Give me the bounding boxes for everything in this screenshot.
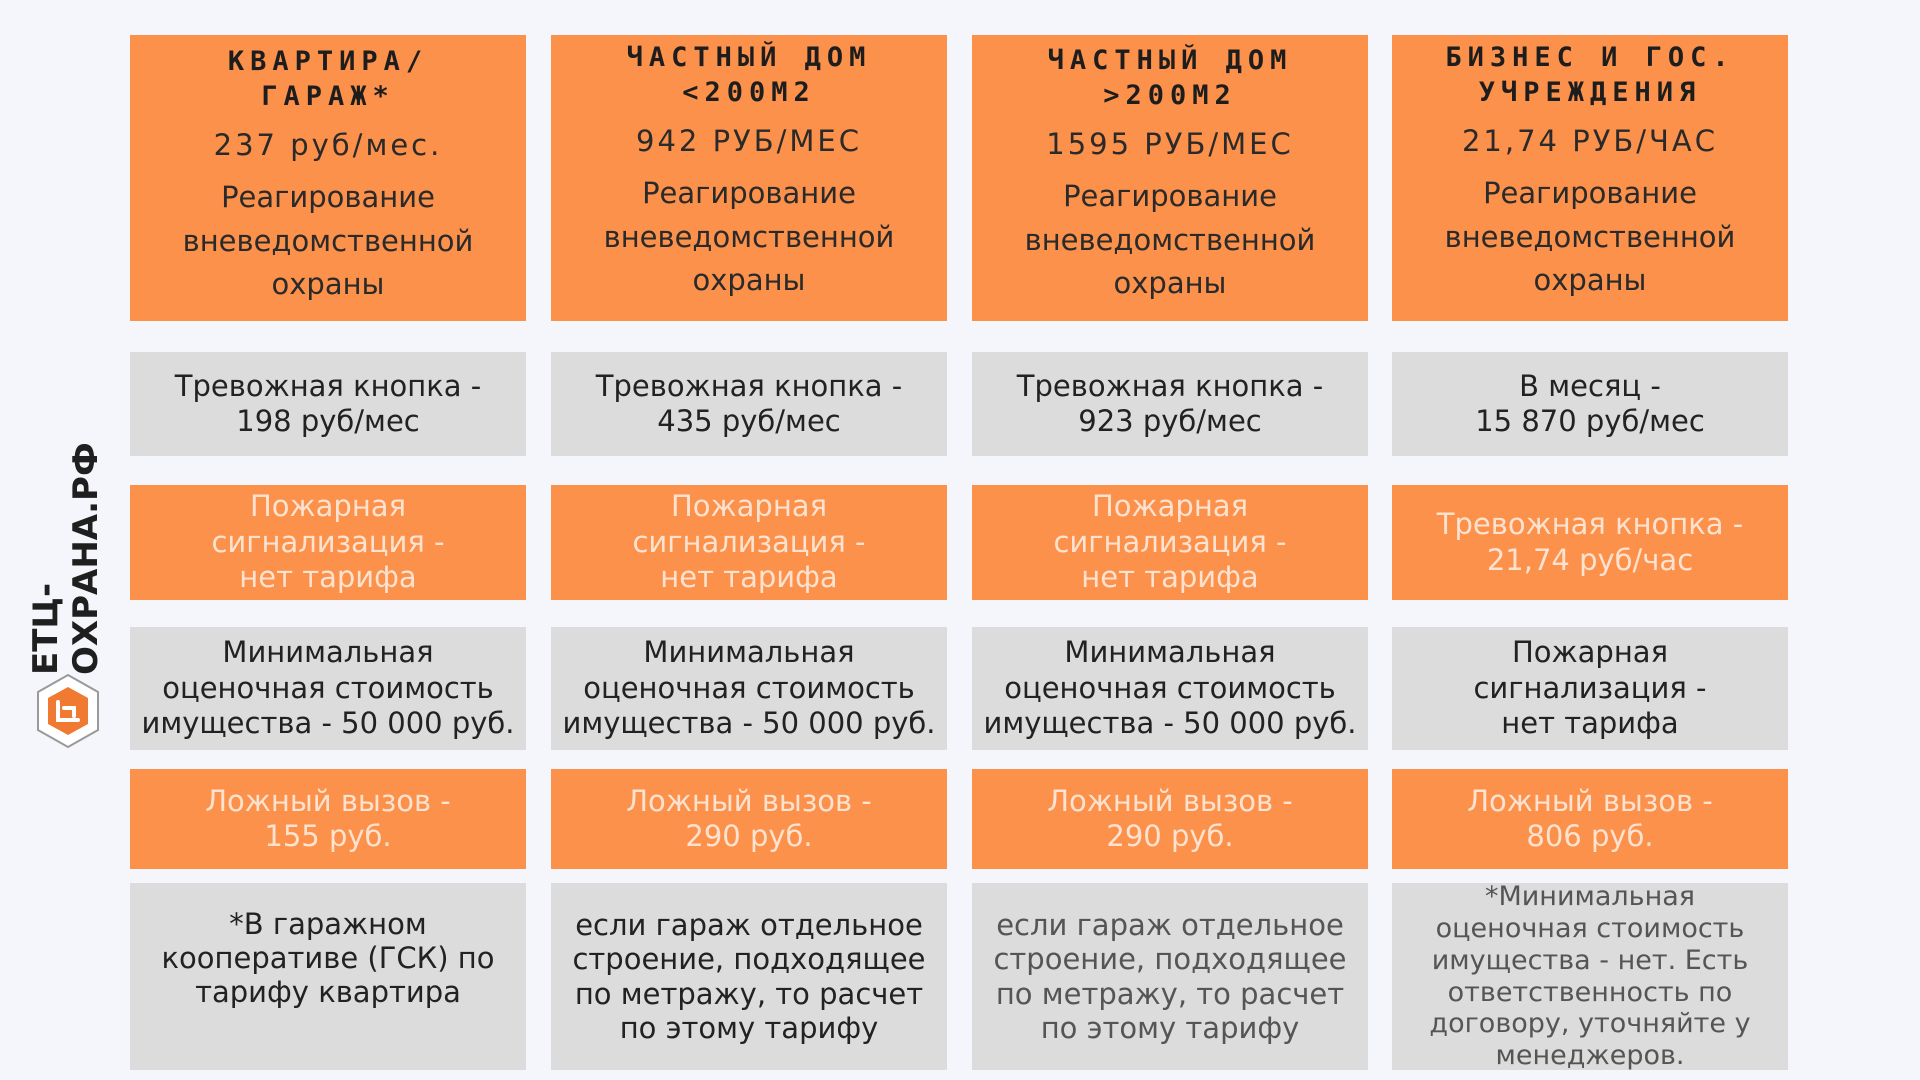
- min-property-value: [551, 627, 947, 750]
- text-line: нет тарифа: [660, 560, 838, 595]
- text-line: оценочная стоимость: [162, 670, 494, 705]
- desc-line: охраны: [1533, 263, 1647, 298]
- desc-line: вневедомственной: [603, 219, 895, 254]
- text-line: оценочная стоимость: [583, 670, 915, 705]
- desc-line: Реагирование: [642, 176, 856, 211]
- text-line: сигнализация -: [632, 524, 866, 559]
- text-line: Минимальная: [643, 635, 855, 670]
- text-line: сигнализация -: [211, 524, 445, 559]
- text-line: строение, подходящее: [993, 942, 1347, 977]
- tariff-title-line: КВАРТИРА/: [227, 46, 429, 77]
- desc-line: охраны: [692, 263, 806, 298]
- text-line: нет тарифа: [239, 560, 417, 595]
- tariff-title-line: ЧАСТНЫЙ ДОМ: [1047, 45, 1293, 76]
- tariff-note: [972, 883, 1368, 1070]
- text-line: договору, уточняйте у: [1429, 1008, 1751, 1040]
- text-line: 290 руб.: [685, 819, 813, 853]
- tariff-price: 237 руб/мес.: [213, 128, 443, 163]
- text-line: Тревожная кнопка -: [174, 368, 482, 403]
- text-line: строение, подходящее: [572, 942, 926, 977]
- text-line: ответственность по: [1447, 976, 1733, 1008]
- text-line: Пожарная: [670, 489, 828, 524]
- text-line: В месяц -: [1519, 368, 1661, 403]
- tariff-description: [183, 176, 474, 307]
- tariff-price: 1595 РУБ/МЕС: [1046, 127, 1294, 162]
- tariff-title: [1048, 44, 1293, 113]
- text-line: имущества - 50 000 руб.: [141, 706, 515, 741]
- tariff-title-line: <200М2: [682, 76, 816, 108]
- desc-line: вневедомственной: [1444, 219, 1736, 254]
- false-call-price: [972, 769, 1368, 869]
- false-call-price: [551, 769, 947, 869]
- text-line: если гараж отдельное: [575, 908, 923, 943]
- tariff-description: [1445, 172, 1736, 303]
- tariff-description: [1025, 175, 1316, 306]
- panic-button-price: [1392, 485, 1788, 600]
- tariff-description: [604, 172, 895, 303]
- text-line: Пожарная: [1511, 635, 1669, 670]
- text-line: сигнализация -: [1053, 524, 1287, 559]
- tariff-table: [130, 35, 1790, 1075]
- text-line: Тревожная кнопка -: [1436, 507, 1744, 542]
- text-line: Ложный вызов -: [1467, 783, 1713, 818]
- fire-alarm-price: [972, 485, 1368, 600]
- text-line: оценочная стоимость: [1004, 670, 1336, 705]
- text-line: имущества - 50 000 руб.: [983, 706, 1357, 741]
- fire-alarm-price: [551, 485, 947, 600]
- tariff-note: [551, 883, 947, 1070]
- text-line: Ложный вызов -: [626, 783, 872, 818]
- text-line: Минимальная: [222, 635, 434, 670]
- tariff-note: [130, 883, 526, 1070]
- tariff-header-apartment: [130, 35, 526, 321]
- tariff-header-house-small: [551, 35, 947, 321]
- false-call-price: [1392, 769, 1788, 869]
- desc-line: вневедомственной: [1024, 222, 1316, 257]
- text-line: Тревожная кнопка -: [1016, 368, 1324, 403]
- text-line: по этому тарифу: [1040, 1010, 1300, 1045]
- desc-line: охраны: [1113, 266, 1227, 301]
- tariff-title-line: УЧРЕЖДЕНИЯ: [1478, 76, 1702, 108]
- monthly-price: [1392, 352, 1788, 456]
- text-line: если гараж отдельное: [996, 908, 1344, 943]
- text-line: менеджеров.: [1495, 1040, 1685, 1072]
- tariff-price: 942 РУБ/МЕС: [636, 124, 862, 159]
- text-line: *В гаражном: [229, 907, 427, 941]
- tariff-title: [627, 41, 872, 110]
- text-line: оценочная стоимость: [1435, 912, 1745, 944]
- text-line: сигнализация -: [1473, 670, 1707, 705]
- text-line: 923 руб/мес: [1078, 404, 1262, 438]
- panic-button-price: [551, 352, 947, 456]
- text-line: 198 руб/мес: [236, 404, 420, 438]
- text-line: *Минимальная: [1484, 880, 1696, 912]
- desc-line: Реагирование: [1063, 179, 1277, 214]
- tariff-title-line: >200М2: [1103, 79, 1237, 111]
- text-line: Пожарная: [1091, 489, 1249, 524]
- panic-button-price: [972, 352, 1368, 456]
- min-property-value: [972, 627, 1368, 750]
- text-line: Ложный вызов -: [1047, 783, 1293, 818]
- text-line: по этому тарифу: [619, 1010, 879, 1045]
- desc-line: Реагирование: [221, 180, 435, 215]
- desc-line: вневедомственной: [182, 223, 474, 258]
- tariff-title: [228, 45, 428, 114]
- text-line: 155 руб.: [264, 819, 392, 853]
- tariff-title-line: БИЗНЕС И ГОС.: [1445, 42, 1735, 73]
- false-call-price: [130, 769, 526, 869]
- text-line: 806 руб.: [1526, 819, 1654, 853]
- tariff-title: [1445, 41, 1734, 110]
- text-line: имущества - нет. Есть: [1431, 944, 1749, 976]
- tariff-header-house-large: [972, 35, 1368, 321]
- text-line: по метражу, то расчет: [995, 976, 1345, 1011]
- text-line: кооперативе (ГСК) по: [161, 941, 495, 976]
- text-line: тарифу квартира: [195, 975, 461, 1010]
- text-line: нет тарифа: [1081, 560, 1259, 595]
- logo-text: ЕТЦ-ОХРАНА.РФ: [26, 442, 106, 675]
- tariff-title-line: ЧАСТНЫЙ ДОМ: [626, 42, 872, 73]
- text-line: Тревожная кнопка -: [595, 368, 903, 403]
- min-property-value: [130, 627, 526, 750]
- tariff-note: [1392, 880, 1788, 1072]
- fire-alarm-price: [130, 485, 526, 600]
- desc-line: Реагирование: [1483, 176, 1697, 211]
- fire-alarm-price: [1392, 627, 1788, 750]
- logo-hexagon-icon: [34, 672, 102, 750]
- tariff-header-business: [1392, 35, 1788, 321]
- desc-line: охраны: [271, 267, 385, 302]
- text-line: нет тарифа: [1501, 706, 1679, 741]
- text-line: Ложный вызов -: [205, 783, 451, 818]
- panic-button-price: [130, 352, 526, 456]
- text-line: Минимальная: [1064, 635, 1276, 670]
- tariff-title-line: ГАРАЖ*: [261, 80, 395, 112]
- text-line: 435 руб/мес: [657, 404, 841, 438]
- text-line: 15 870 руб/мес: [1475, 404, 1705, 438]
- text-line: имущества - 50 000 руб.: [562, 706, 936, 741]
- text-line: 21,74 руб/час: [1486, 542, 1694, 577]
- tariff-price: 21,74 РУБ/ЧАС: [1461, 124, 1719, 159]
- text-line: по метражу, то расчет: [574, 976, 924, 1011]
- text-line: Пожарная: [249, 489, 407, 524]
- text-line: 290 руб.: [1106, 819, 1234, 853]
